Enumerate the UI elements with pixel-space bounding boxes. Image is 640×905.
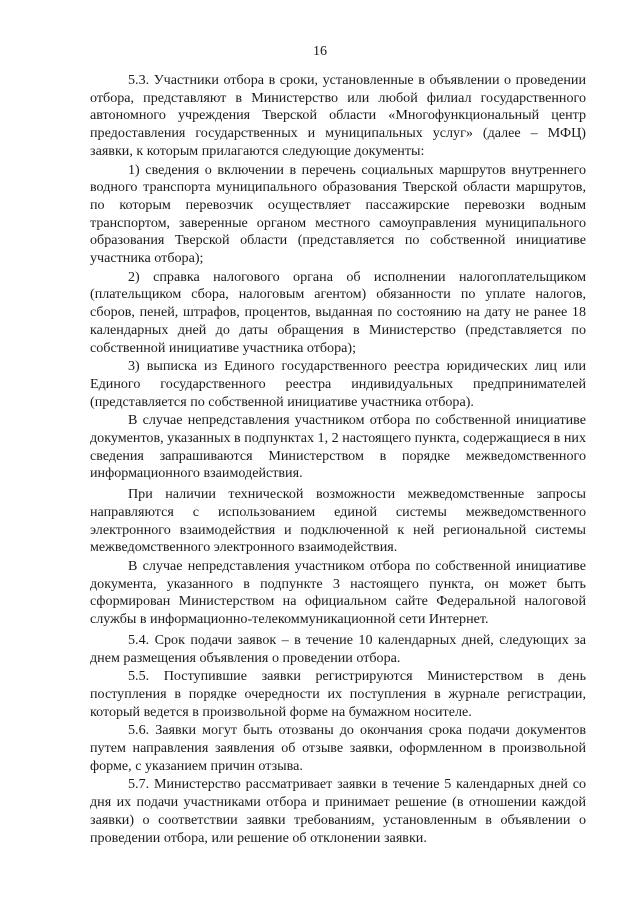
paragraph-nonsubmission-1-2: В случае непредставления участником отбора по собственной инициативе документов, указанных в подпунктах 1, 2 настоящего пункта, содержащиеся в них сведения запрашиваются Министерством в порядке межведомственного информационного взаимодействия. xyxy=(90,412,586,482)
paragraph-item-2: 2) справка налогового органа об исполнении налогоплательщиком (плательщиком сбора, налоговым агентом) обязанности по уплате налогов, сборов, пеней, штрафов, процентов, выданная по состоянию на дату не ранее 18 календарных дней до даты обращения в Министерство (представляется по собственной инициативе участника отбора); xyxy=(90,268,586,356)
paragraph-5-7: 5.7. Министерство рассматривает заявки в течение 5 календарных дней со дня их подачи участниками отбора и принимает решение (в отношении каждой заявки) о соответствии заявки требованиям, установленным в объявлении о проведении отбора, или решение об отклонении заявки. xyxy=(90,776,586,846)
paragraph-5-6: 5.6. Заявки могут быть отозваны до окончания срока подачи документов путем направления заявления об отзыве заявки, оформленном в произвольной форме, с указанием причин отзыва. xyxy=(90,722,586,774)
paragraph-item-1: 1) сведения о включении в перечень социальных маршрутов внутреннего водного транспорта муниципального образования Тверской области маршрутов, по которым перевозчик осуществляет пассажирские перевозки водным транспортом, заверенные органом местного самоуправления муниципального образования Тверской области (представляется по собственной инициативе участника отбора); xyxy=(90,161,586,267)
paragraph-5-4: 5.4. Срок подачи заявок – в течение 10 календарных дней, следующих за днем размещения объявления о проведении отбора. xyxy=(90,631,586,666)
document-body xyxy=(90,72,586,848)
paragraph-5-3: 5.3. Участники отбора в сроки, установленные в объявлении о проведении отбора, представляют в Министерство или любой филиал государственного автономного учреждения Тверской области «Многофункциональный центр предоставления государственных и муниципальных услуг» (далее – МФЦ) заявки, к которым прилагаются следующие документы: xyxy=(90,72,586,159)
paragraph-nonsubmission-3: В случае непредставления участником отбора по собственной инициативе документа, указанного в подпункте 3 настоящего пункта, он может быть сформирован Министерством на официальном сайте Федеральной налоговой службы в информационно-телекоммуникационной сети Интернет. xyxy=(90,557,586,628)
paragraph-interagency-requests: При наличии технической возможности межведомственные запросы направляются с использованием единой системы межведомственного электронного взаимодействия и подключенной к ней региональной системы межведомственного электронного взаимодействия. xyxy=(90,486,586,556)
page-number: 16 xyxy=(313,44,327,59)
paragraph-item-3: 3) выписка из Единого государственного реестра юридических лиц или Единого государственного реестра индивидуальных предпринимателей (представляется по собственной инициативе участника отбора). xyxy=(90,358,586,410)
paragraph-5-5: 5.5. Поступившие заявки регистрируются Министерством в день поступления в порядке очередности их поступления в журнале регистрации, который ведется в произвольной форме на бумажном носителе. xyxy=(90,668,586,720)
